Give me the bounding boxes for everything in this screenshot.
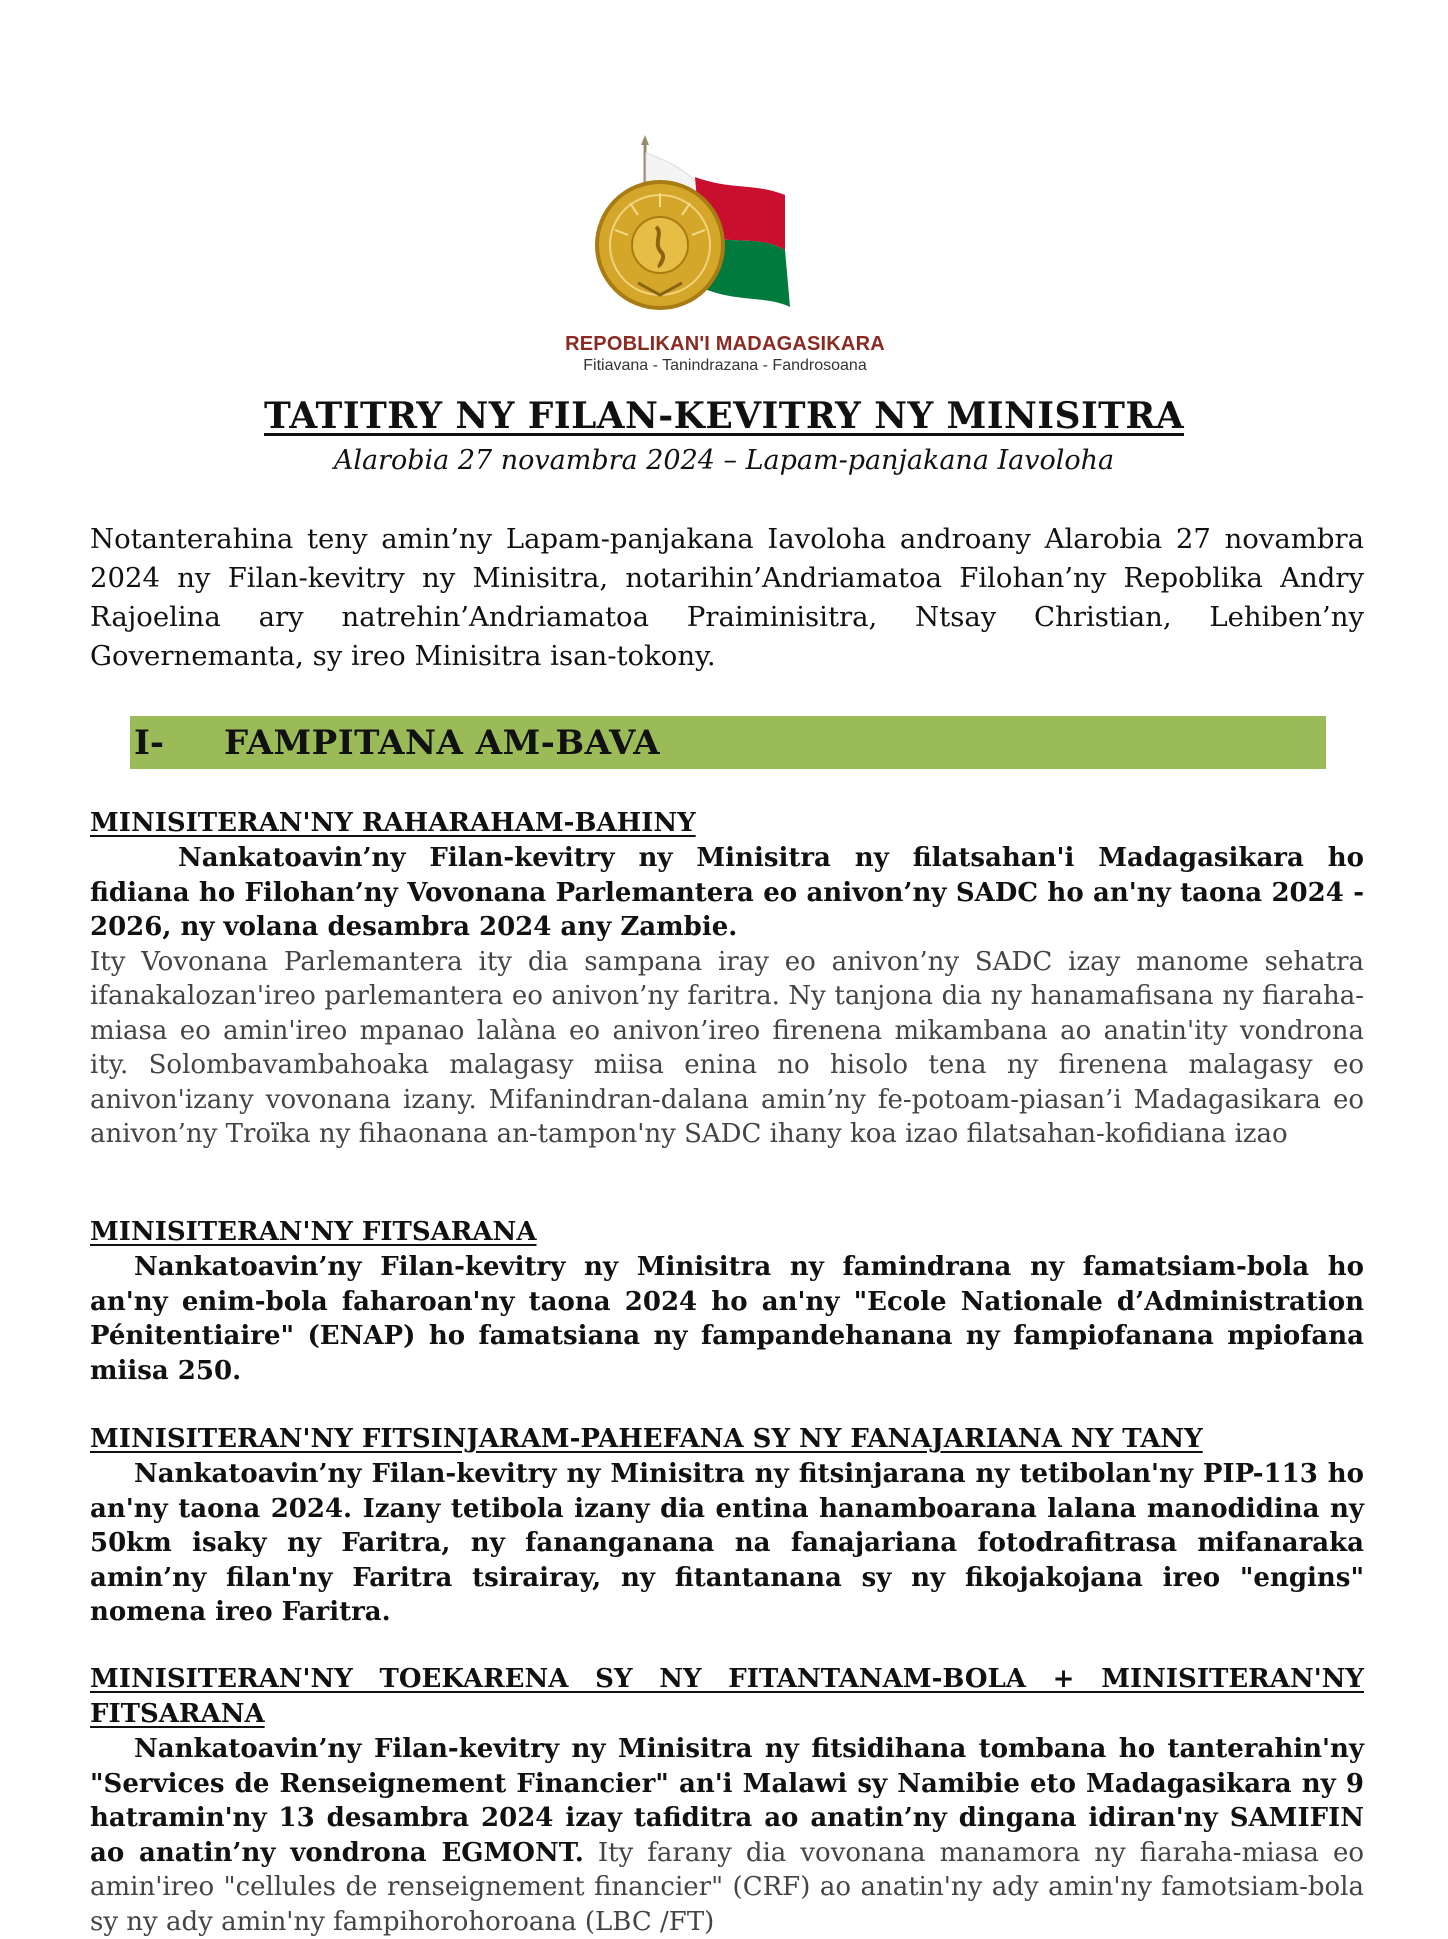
ministry-block-foreign-affairs	[90, 806, 1364, 1152]
republic-name: REPOBLIKAN'I MADAGASIKARA	[565, 333, 885, 355]
ministry-heading: MINISITERAN'NY RAHARAHAM-BAHINY	[90, 808, 696, 838]
ministry-heading: MINISITERAN'NY FITSINJARAM-PAHEFANA SY NY FANAJARIANA NY TANY	[90, 1424, 1203, 1454]
ministry-block-decentralization	[90, 1422, 1364, 1630]
republic-motto: Fitiavana - Tanindrazana - Fandrosoana	[583, 357, 867, 374]
ministry-block-justice	[90, 1215, 1364, 1388]
ministry-decision: Nankatoavin’ny Filan-kevitry ny Minisitra ny famindrana ny famatsiam-bola ho an'ny enim-bola faharoan'ny taona 2024 ho an'ny "Ecole Nationale d’Administration Pénitentiaire" (ENAP) ho famatsiana ny fampandehanana ny fampiofanana mpiofana miisa 250.	[90, 1252, 1364, 1386]
section-title: FAMPITANA AM-BAVA	[224, 722, 661, 763]
ministry-decision: Nankatoavin’ny Filan-kevitry ny Minisitra ny filatsahan'i Madagasikara ho fidiana ho Filohan’ny Vovonana Parlemantera eo anivon’ny SADC ho an'ny taona 2024 - 2026, ny volana desambra 2024 any Zambie.	[90, 843, 1364, 942]
ministry-heading-line-2: FITSARANA	[90, 1699, 265, 1729]
intro-paragraph: Notanterahina teny amin’ny Lapam-panjakana Iavoloha androany Alarobia 27 novambra 2024 ny Filan-kevitry ny Minisitra, notarihin’Andriamatoa Filohan’ny Repoblika Andry Rajoelina ary natrehin’Andriamatoa Praiminisitra, Ntsay Christian, Lehiben’ny Governemanta, sy ireo Minisitra isan-tokony.	[90, 523, 1364, 672]
ministry-heading-line-1: MINISITERAN'NY TOEKARENA SY NY FITANTANAM-BOLA + MINISITERAN'NY	[90, 1664, 1364, 1694]
ministry-block-economy-justice	[90, 1662, 1364, 1939]
page-title: TATITRY NY FILAN-KEVITRY NY MINISITRA	[263, 395, 1185, 437]
ministry-text	[90, 1732, 1364, 1939]
section-number: I-	[134, 722, 165, 763]
ministry-decision: Nankatoavin’ny Filan-kevitry ny Minisitra ny fitsidihana tombana ho tanterahin'ny "Services de Renseignement Financier" an'i Malawi sy Namibie eto Madagasikara ny 9 hatramin'ny 13 desambra 2024 izay tafiditra ao anatin’ny dingana idiran'ny SAMIFIN ao anatin’ny vondrona EGMONT.	[90, 1734, 1364, 1868]
ministry-details: Ity farany dia vovonana manamora ny fiaraha-miasa eo amin'ireo "cellules de renseignement financier" (CRF) ao anatin'ny ady amin'ny famotsiam-bola sy ny ady amin'ny fampihorohoroana (LBC /FT)	[90, 1837, 1364, 1937]
section-header-bar	[130, 716, 1326, 769]
emblem-icon	[560, 135, 900, 335]
page-subtitle: Alarobia 27 novambra 2024 – Lapam-panjakana Iavoloha	[333, 445, 1115, 476]
ministry-details: Ity Vovonana Parlemantera ity dia sampana iray eo anivon’ny SADC izay manome sehatra ifanakalozan'ireo parlemantera eo anivon’ny faritra. Ny tanjona dia ny hanamafisana ny fiaraha-miasa eo amin'ireo mpanao lalàna eo anivon’ireo firenena mikambana ao anatin'ity vondrona ity. Solombavambahoaka malagasy miisa enina no hisolo tena ny firenena malagasy eo anivon'izany vovonana izany. Mifanindran-dalana amin’ny fe-potoam-piasan’i Madagasikara eo anivon’ny Troïka ny fihaonana an-tampon'ny SADC ihany koa izao filatsahan-kofidiana izao	[90, 946, 1364, 1149]
ministry-decision: Nankatoavin’ny Filan-kevitry ny Minisitra ny fitsinjarana ny tetibolan'ny PIP-113 ho an'ny taona 2024. Izany tetibola izany dia entina hanamboarana lalana manodidina ny 50km isaky ny Faritra, ny fananganana na fanajariana fotodrafitrasa mifanaraka amin’ny filan'ny Faritra tsirairay, ny fitantanana sy ny fikojakojana ireo "engins" nomena ireo Faritra.	[90, 1459, 1364, 1627]
ministry-heading: MINISITERAN'NY FITSARANA	[90, 1217, 537, 1247]
